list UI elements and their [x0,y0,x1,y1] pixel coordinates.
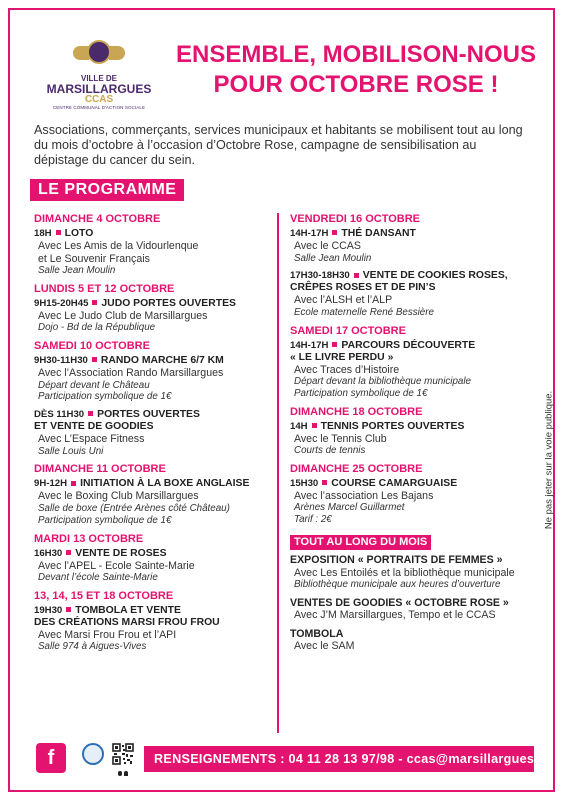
all-month-items [290,554,530,653]
event-time: 19H30 [34,604,63,616]
headline-line-2: POUR OCTOBRE ROSE ! [213,71,499,98]
bullet-square-icon [92,300,97,305]
event-title: PORTES OUVERTES [97,409,200,421]
month-item [290,597,530,622]
event-time: 14H-17H [290,339,329,351]
event-time: 18H [34,228,52,239]
event-item [34,533,274,584]
event-organizer: Avec le Boxing Club Marsillargues [38,490,199,503]
event-item [34,590,274,653]
event-location: Tarif : 2€ [294,514,332,526]
event-title-line [290,228,530,240]
event-time: DÈS 11H30 [34,409,85,421]
event-location: Salle 974 à Aigues-Vives [38,641,147,653]
event-time: 15H30 [290,477,319,489]
event-title-line [34,355,274,367]
event-organizer: Avec le CCAS [294,240,361,252]
event-organizer: Avec Le Judo Club de Marsillargues [38,309,208,322]
event-title: THÉ DANSANT [341,228,416,239]
event-title: RANDO MARCHE 6/7 KM [100,355,224,367]
event-time: 9H15-20H45 [34,297,89,309]
event-item [34,409,274,457]
page-title [176,40,536,100]
event-title-line [34,409,274,421]
event-location: Salle Jean Moulin [294,252,372,264]
event-title-continued: DES CRÉATIONS MARSI FROU FROU [34,616,220,628]
event-item [34,213,274,277]
bullet-square-icon [56,230,61,235]
event-title-line [290,270,530,282]
contact-bar: RENSEIGNEMENTS : 04 11 28 13 97/98 - ccas@marsillargues.fr [144,746,534,772]
bullet-square-icon [66,607,71,612]
logo-line-3: CCAS [84,94,114,105]
event-title-line [34,605,274,617]
event-location: Départ devant le Château [38,379,150,391]
right-column [290,213,530,659]
event-organizer: Avec L’Espace Fitness [38,433,145,446]
right-events [290,213,530,526]
event-title: TOMBOLA ET VENTE [75,604,181,616]
programme-heading: LE PROGRAMME [30,179,184,201]
event-title-continued: ET VENTE DE GOODIES [34,421,154,433]
android-icon [124,771,128,776]
event-date: DIMANCHE 18 OCTOBRE [290,405,423,418]
event-location: Dojo - Bd de la République [38,322,156,334]
bullet-square-icon [88,411,93,416]
event-title: VENTE DE ROSES [75,547,167,559]
event-location: Participation symbolique de 1€ [294,387,428,399]
event-location: Courts de tennis [294,445,366,457]
logo-line-4: CENTRE COMMUNAL D'ACTION SOCIALE [52,105,146,110]
event-time: 14H-17H [290,228,329,239]
event-title-line [34,228,274,240]
month-item [290,628,530,653]
bullet-square-icon [332,230,337,235]
month-item-organizer: Avec le SAM [294,640,355,653]
event-organizer: Avec l’Association Rando Marsillargues [38,367,224,380]
event-organizer: Avec le Tennis Club [294,432,387,445]
logo-line-2: MARSILLARGUES [46,82,152,96]
event-title: INITIATION À LA BOXE ANGLAISE [80,478,250,490]
bullet-square-icon [322,480,327,485]
bullet-square-icon [332,342,337,347]
month-item-title: EXPOSITION « PORTRAITS DE FEMMES » [290,554,503,567]
event-organizer: Avec l’APEL - Ecole Sainte-Marie [38,559,195,572]
event-title: TENNIS PORTES OUVERTES [320,420,465,432]
event-location: Participation symbolique de 1€ [38,514,172,526]
event-location: Salle Jean Moulin [38,265,116,276]
column-divider [277,213,279,733]
event-title: PARCOURS DÉCOUVERTE [341,339,476,351]
event-location: Devant l’école Sainte-Marie [38,572,158,584]
event-title-line [290,478,530,490]
event-title-line [34,298,274,310]
event-date: VENDREDI 16 OCTOBRE [290,213,420,225]
label-badge-icon [81,743,105,773]
event-title-line [34,548,274,560]
event-title-line [34,478,274,490]
event-title-line [290,421,530,433]
event-title: VENTE DE COOKIES ROSES, [362,270,508,282]
coat-of-arms-icon [73,36,125,72]
event-date: LUNDIS 5 ET 12 OCTOBRE [34,282,175,295]
bullet-square-icon [354,273,359,278]
event-title-line [290,340,530,352]
event-title: LOTO [64,228,94,239]
event-location: Participation symbolique de 1€ [38,391,172,403]
bullet-square-icon [66,550,71,555]
event-title: COURSE CAMARGUAISE [331,477,458,489]
bullet-square-icon [71,481,76,486]
event-organizer: Avec Les Amis de la Vidourlenque [38,240,199,252]
event-organizer: Avec l’ALSH et l’ALP [294,294,393,307]
month-item-title: TOMBOLA [290,627,344,640]
event-item [290,270,530,318]
event-location: Salle de boxe (Entrée Arènes côté Château) [38,502,230,514]
event-title-continued: CRÊPES ROSES ET DE PIN’S [290,282,436,294]
intro-paragraph: Associations, commerçants, services municipaux et habitants se mobilisent tout au long du mois d’octobre à l’occasion d’Octobre Rose, campagne de sensibilisation au dépistage du cancer du sein. [34,123,523,167]
month-item-organizer: Avec Les Entoilés et la bibliothèque municipale [294,566,515,579]
event-item [290,213,530,264]
event-time: 17H30-18H30 [290,270,350,282]
event-time: 16H30 [34,547,63,559]
event-item [290,406,530,457]
event-item [34,463,274,526]
event-location: Ecole maternelle René Bessière [294,306,434,318]
event-time: 14H [290,420,308,432]
event-item [290,463,530,526]
bullet-square-icon [92,357,97,362]
event-organizer: Avec Traces d’Histoire [294,363,400,376]
event-date: MARDI 13 OCTOBRE [34,532,144,545]
event-time: 9H30-11H30 [34,355,88,367]
event-organizer: Avec l’association Les Bajans [294,489,434,502]
event-title-continued: « LE LIVRE PERDU » [290,351,394,363]
month-item-location: Bibliothèque municipale aux heures d’ouverture [294,579,501,591]
ccas-logo [36,36,162,116]
headline-line-1: ENSEMBLE, MOBILISON-NOUS [176,41,537,68]
event-organizer: et Le Souvenir Français [38,252,150,265]
event-location: Départ devant la bibliothèque municipale [294,376,472,388]
event-location: Salle Louis Uni [38,445,104,457]
month-item-title: VENTES DE GOODIES « OCTOBRE ROSE » [290,596,509,609]
left-column [34,213,274,659]
event-item [290,325,530,400]
event-location: Arènes Marcel Guillarmet [294,502,405,514]
bullet-square-icon [312,423,317,428]
event-title: JUDO PORTES OUVERTES [101,297,236,309]
facebook-icon[interactable]: f [36,743,66,773]
all-month-heading: TOUT AU LONG DU MOIS [290,535,431,550]
event-organizer: Avec Marsi Frou Frou et l’API [38,628,177,641]
event-item [34,340,274,403]
logo-line-1: VILLE DE [80,74,117,83]
qr-code-icon [112,743,134,773]
event-date: DIMANCHE 4 OCTOBRE [34,213,161,225]
all-month-section [290,532,530,653]
event-date: DIMANCHE 25 OCTOBRE [290,462,423,475]
month-item [290,554,530,591]
month-item-organizer: Avec J’M Marsillargues, Tempo et le CCAS [294,609,496,622]
event-date: 13, 14, 15 ET 18 OCTOBRE [34,589,174,602]
event-item [34,283,274,334]
event-date: SAMEDI 10 OCTOBRE [34,340,150,353]
event-date: DIMANCHE 11 OCTOBRE [34,463,166,476]
apple-icon [118,771,122,776]
event-date: SAMEDI 17 OCTOBRE [290,324,406,337]
event-time: 9H-12H [34,478,68,490]
side-note: Ne pas jeter sur la voie publique. [543,390,555,530]
